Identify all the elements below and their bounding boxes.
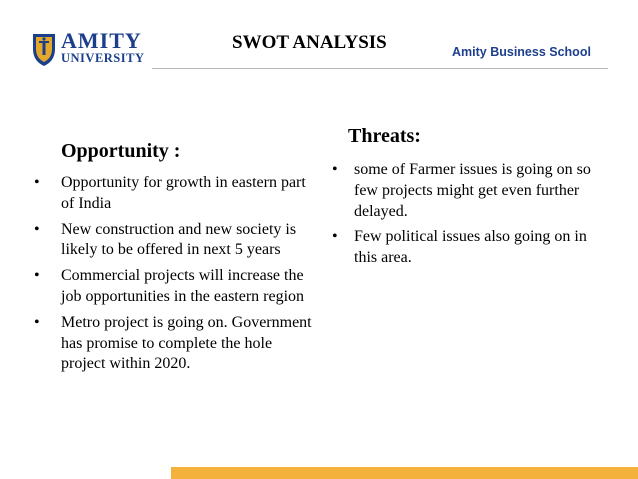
bullet-icon: • <box>332 161 338 178</box>
list-item-text: Few political issues also going on in this area. <box>354 228 587 267</box>
list-item-text: New construction and new society is likely to be offered in next 5 years <box>61 220 297 259</box>
list-item <box>34 266 320 308</box>
logo-wordmark: AMITY <box>61 28 142 53</box>
bullet-icon: • <box>34 174 40 191</box>
opportunity-heading: Opportunity : <box>61 140 181 162</box>
amity-logo <box>30 28 148 67</box>
list-item <box>34 313 320 375</box>
list-item <box>34 173 320 215</box>
bullet-icon: • <box>332 228 338 246</box>
opportunity-section <box>34 140 320 380</box>
slide-title: SWOT ANALYSIS <box>232 32 387 53</box>
list-item-text: Commercial projects will increase the job opportunities in the eastern region <box>61 267 305 305</box>
threats-section <box>332 125 608 274</box>
logo-subtitle: UNIVERSITY <box>61 51 145 65</box>
school-name: Amity Business School <box>452 45 591 59</box>
list-item <box>332 227 608 269</box>
list-item-text: Metro project is going on. Government has promise to complete the hole project within 2020. <box>61 313 312 373</box>
amity-crest-icon <box>30 31 58 67</box>
list-item <box>332 160 608 222</box>
bullet-icon: • <box>34 220 40 238</box>
header-divider <box>152 68 608 69</box>
list-item <box>34 220 320 262</box>
bullet-icon: • <box>34 313 40 331</box>
threats-list <box>332 160 608 269</box>
list-item-text: Opportunity for growth in eastern part of India <box>61 174 306 212</box>
opportunity-list <box>34 173 320 375</box>
list-item-text: some of Farmer issues is going on so few projects might get even further delayed. <box>354 161 591 220</box>
footer-accent-bar <box>171 467 638 479</box>
threats-heading: Threats: <box>348 125 421 147</box>
bullet-icon: • <box>34 267 40 285</box>
